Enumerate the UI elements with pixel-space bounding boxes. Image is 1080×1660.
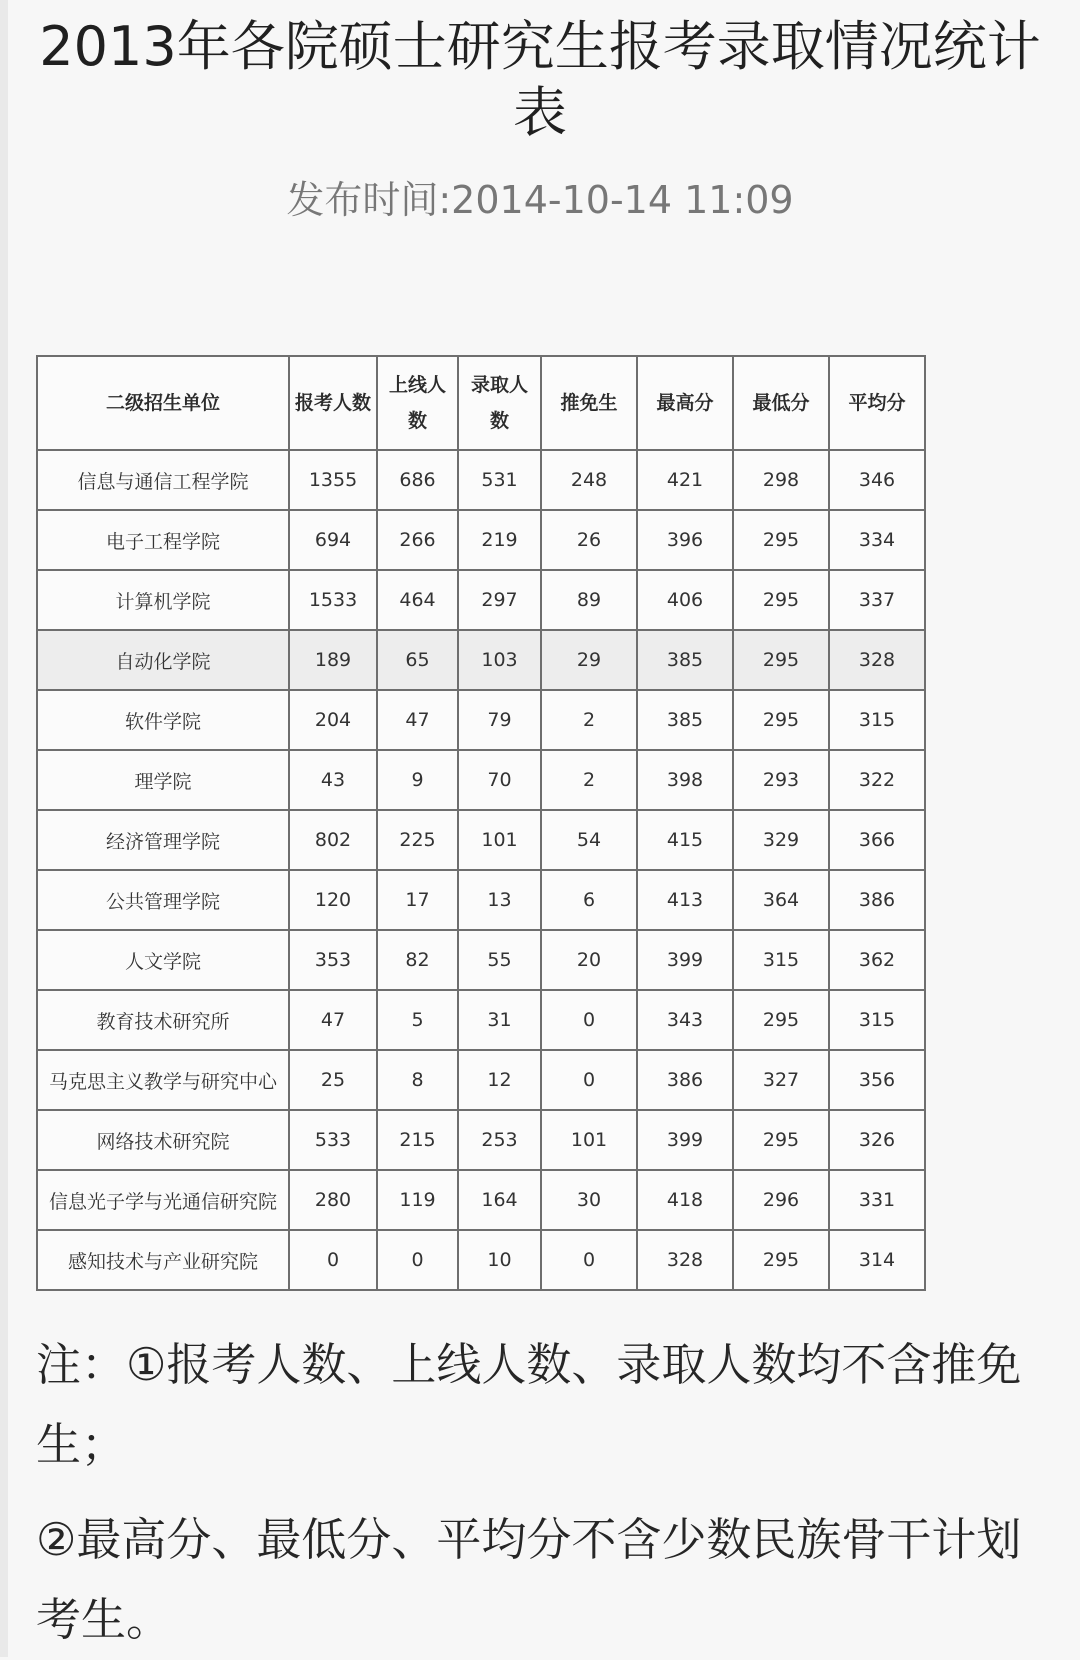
table-row	[37, 630, 925, 690]
table-cell: 295	[733, 510, 829, 570]
table-cell-unit: 网络技术研究院	[37, 1110, 289, 1170]
table-cell: 356	[829, 1050, 925, 1110]
table-row	[37, 990, 925, 1050]
left-edge-shadow	[0, 0, 8, 1657]
table-cell: 328	[637, 1230, 733, 1290]
table-cell: 89	[541, 570, 637, 630]
table-cell: 189	[289, 630, 377, 690]
table-cell-unit: 人文学院	[37, 930, 289, 990]
table-cell: 415	[637, 810, 733, 870]
table-cell: 0	[541, 1230, 637, 1290]
table-cell: 315	[829, 990, 925, 1050]
header-avg-score: 平均分	[829, 356, 925, 450]
note-2: ②最高分、最低分、平均分不含少数民族骨干计划考生。	[36, 1513, 1022, 1646]
table-cell: 103	[458, 630, 541, 690]
table-cell: 334	[829, 510, 925, 570]
table-cell: 297	[458, 570, 541, 630]
table-row	[37, 570, 925, 630]
table-cell: 13	[458, 870, 541, 930]
table-cell: 1533	[289, 570, 377, 630]
table-cell: 43	[289, 750, 377, 810]
table-header-row	[37, 356, 925, 450]
table-cell: 399	[637, 930, 733, 990]
publish-time-text: 发布时间:2014-10-14 11:09	[286, 178, 794, 222]
table-cell-unit: 电子工程学院	[37, 510, 289, 570]
table-cell: 315	[829, 690, 925, 750]
table-cell: 413	[637, 870, 733, 930]
table-cell: 295	[733, 630, 829, 690]
table-cell: 204	[289, 690, 377, 750]
table-cell: 0	[289, 1230, 377, 1290]
table-cell: 5	[377, 990, 458, 1050]
header-unit: 二级招生单位	[37, 356, 289, 450]
table-cell: 8	[377, 1050, 458, 1110]
table-cell: 295	[733, 1110, 829, 1170]
table-cell: 70	[458, 750, 541, 810]
table-cell: 0	[541, 1050, 637, 1110]
table-cell: 386	[637, 1050, 733, 1110]
table-cell: 533	[289, 1110, 377, 1170]
table-cell: 346	[829, 450, 925, 510]
table-cell-unit: 信息与通信工程学院	[37, 450, 289, 510]
table-cell: 293	[733, 750, 829, 810]
table-cell: 464	[377, 570, 458, 630]
table-cell-unit: 教育技术研究所	[37, 990, 289, 1050]
table-row	[37, 870, 925, 930]
table-cell: 398	[637, 750, 733, 810]
table-cell-unit: 计算机学院	[37, 570, 289, 630]
table-cell: 328	[829, 630, 925, 690]
table-cell-unit: 理学院	[37, 750, 289, 810]
table-cell: 79	[458, 690, 541, 750]
table-cell: 314	[829, 1230, 925, 1290]
table-cell-unit: 信息光子学与光通信研究院	[37, 1170, 289, 1230]
table-row	[37, 810, 925, 870]
table-row	[37, 930, 925, 990]
table-cell: 362	[829, 930, 925, 990]
table-row	[37, 1170, 925, 1230]
table-cell: 65	[377, 630, 458, 690]
table-cell: 0	[377, 1230, 458, 1290]
table-cell: 17	[377, 870, 458, 930]
table-cell: 101	[541, 1110, 637, 1170]
table-cell: 343	[637, 990, 733, 1050]
table-row	[37, 1050, 925, 1110]
header-max-score: 最高分	[637, 356, 733, 450]
table-row	[37, 750, 925, 810]
table-cell: 331	[829, 1170, 925, 1230]
table-cell: 327	[733, 1050, 829, 1110]
note-1: 注：①报考人数、上线人数、录取人数均不含推免生；	[36, 1338, 1022, 1471]
table-cell: 0	[541, 990, 637, 1050]
header-qualified: 上线人数	[377, 356, 458, 450]
table-cell: 295	[733, 1230, 829, 1290]
table-cell: 298	[733, 450, 829, 510]
table-cell: 12	[458, 1050, 541, 1110]
table-cell: 686	[377, 450, 458, 510]
header-applicants: 报考人数	[289, 356, 377, 450]
table-cell: 421	[637, 450, 733, 510]
table-cell: 25	[289, 1050, 377, 1110]
table-row	[37, 450, 925, 510]
header-min-score: 最低分	[733, 356, 829, 450]
table-cell-unit: 感知技术与产业研究院	[37, 1230, 289, 1290]
table-row	[37, 1230, 925, 1290]
table-cell: 295	[733, 990, 829, 1050]
table-cell: 55	[458, 930, 541, 990]
table-cell: 9	[377, 750, 458, 810]
table-cell: 296	[733, 1170, 829, 1230]
table-cell: 385	[637, 690, 733, 750]
table-row	[37, 510, 925, 570]
table-cell: 30	[541, 1170, 637, 1230]
header-recommended: 推免生	[541, 356, 637, 450]
table-cell: 385	[637, 630, 733, 690]
table-row	[37, 690, 925, 750]
table-cell: 31	[458, 990, 541, 1050]
stats-table	[36, 355, 926, 1291]
table-cell-unit: 自动化学院	[37, 630, 289, 690]
table-cell: 82	[377, 930, 458, 990]
header-admitted: 录取人数	[458, 356, 541, 450]
table-cell: 531	[458, 450, 541, 510]
table-cell: 366	[829, 810, 925, 870]
table-cell: 386	[829, 870, 925, 930]
publish-time	[0, 176, 1080, 224]
table-cell: 54	[541, 810, 637, 870]
table-cell: 225	[377, 810, 458, 870]
table-cell: 315	[733, 930, 829, 990]
table-cell-unit: 经济管理学院	[37, 810, 289, 870]
table-cell: 29	[541, 630, 637, 690]
table-cell: 329	[733, 810, 829, 870]
table-cell: 10	[458, 1230, 541, 1290]
table-cell: 248	[541, 450, 637, 510]
table-cell: 120	[289, 870, 377, 930]
table-cell: 396	[637, 510, 733, 570]
table-cell: 326	[829, 1110, 925, 1170]
table-cell: 219	[458, 510, 541, 570]
page-title: 2013年各院硕士研究生报考录取情况统计表	[39, 15, 1041, 144]
table-cell: 26	[541, 510, 637, 570]
table-cell-unit: 软件学院	[37, 690, 289, 750]
table-cell: 47	[289, 990, 377, 1050]
table-cell: 266	[377, 510, 458, 570]
table-row	[37, 1110, 925, 1170]
table-cell-unit: 公共管理学院	[37, 870, 289, 930]
table-cell: 295	[733, 690, 829, 750]
table-cell: 406	[637, 570, 733, 630]
table-cell: 280	[289, 1170, 377, 1230]
table-cell: 694	[289, 510, 377, 570]
table-cell: 337	[829, 570, 925, 630]
table-cell: 119	[377, 1170, 458, 1230]
table-cell: 164	[458, 1170, 541, 1230]
table-cell: 295	[733, 570, 829, 630]
table-cell: 399	[637, 1110, 733, 1170]
table-cell: 353	[289, 930, 377, 990]
table-cell: 418	[637, 1170, 733, 1230]
table-cell-unit: 马克思主义教学与研究中心	[37, 1050, 289, 1110]
table-cell: 2	[541, 690, 637, 750]
table-cell: 2	[541, 750, 637, 810]
table-cell: 253	[458, 1110, 541, 1170]
table-cell: 1355	[289, 450, 377, 510]
table-cell: 215	[377, 1110, 458, 1170]
table-cell: 6	[541, 870, 637, 930]
table-cell: 47	[377, 690, 458, 750]
table-cell: 364	[733, 870, 829, 930]
table-cell: 20	[541, 930, 637, 990]
table-cell: 322	[829, 750, 925, 810]
table-body	[37, 450, 925, 1290]
table-cell: 802	[289, 810, 377, 870]
table-cell: 101	[458, 810, 541, 870]
